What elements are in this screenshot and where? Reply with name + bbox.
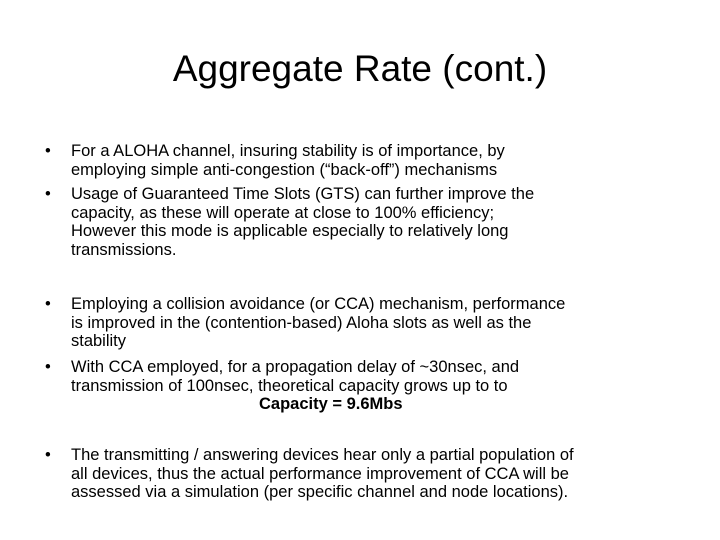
bullet-dot-icon: • [45, 446, 51, 464]
bullet-item-collision-avoidance [45, 295, 685, 351]
bullet-item-simulation [45, 446, 685, 502]
bullet-text: Usage of Guaranteed Time Slots (GTS) can further improve the capacity, as these will operate at close to 100% efficiency; However this mode is applicable especially to relatively long transmissions. [71, 185, 535, 259]
bullet-text: Employing a collision avoidance (or CCA) mechanism, performance is improved in the (contention-based) Aloha slots as well as the stability [71, 295, 566, 350]
bullet-dot-icon: • [45, 142, 51, 160]
capacity-callout: Capacity = 9.6Mbs [259, 395, 403, 413]
slide-title: Aggregate Rate (cont.) [172, 48, 548, 89]
bullet-item-aloha-stability [45, 142, 685, 179]
bullet-dot-icon: • [45, 185, 51, 203]
bullet-dot-icon: • [45, 295, 51, 313]
bullet-text: With CCA employed, for a propagation delay of ~30nsec, and transmission of 100nsec, theoretical capacity grows up to to [71, 358, 520, 395]
bullet-text: For a ALOHA channel, insuring stability is of importance, by employing simple anti-congestion (“back-off”) mechanisms [71, 142, 505, 179]
bullet-text: The transmitting / answering devices hear only a partial population of all devices, thus the actual performance improvement of CCA will be assessed via a simulation (per specific channel and node locations). [71, 446, 574, 501]
bullet-item-cca-capacity [45, 358, 685, 414]
bullet-dot-icon: • [45, 358, 51, 376]
bullet-item-gts [45, 185, 685, 259]
